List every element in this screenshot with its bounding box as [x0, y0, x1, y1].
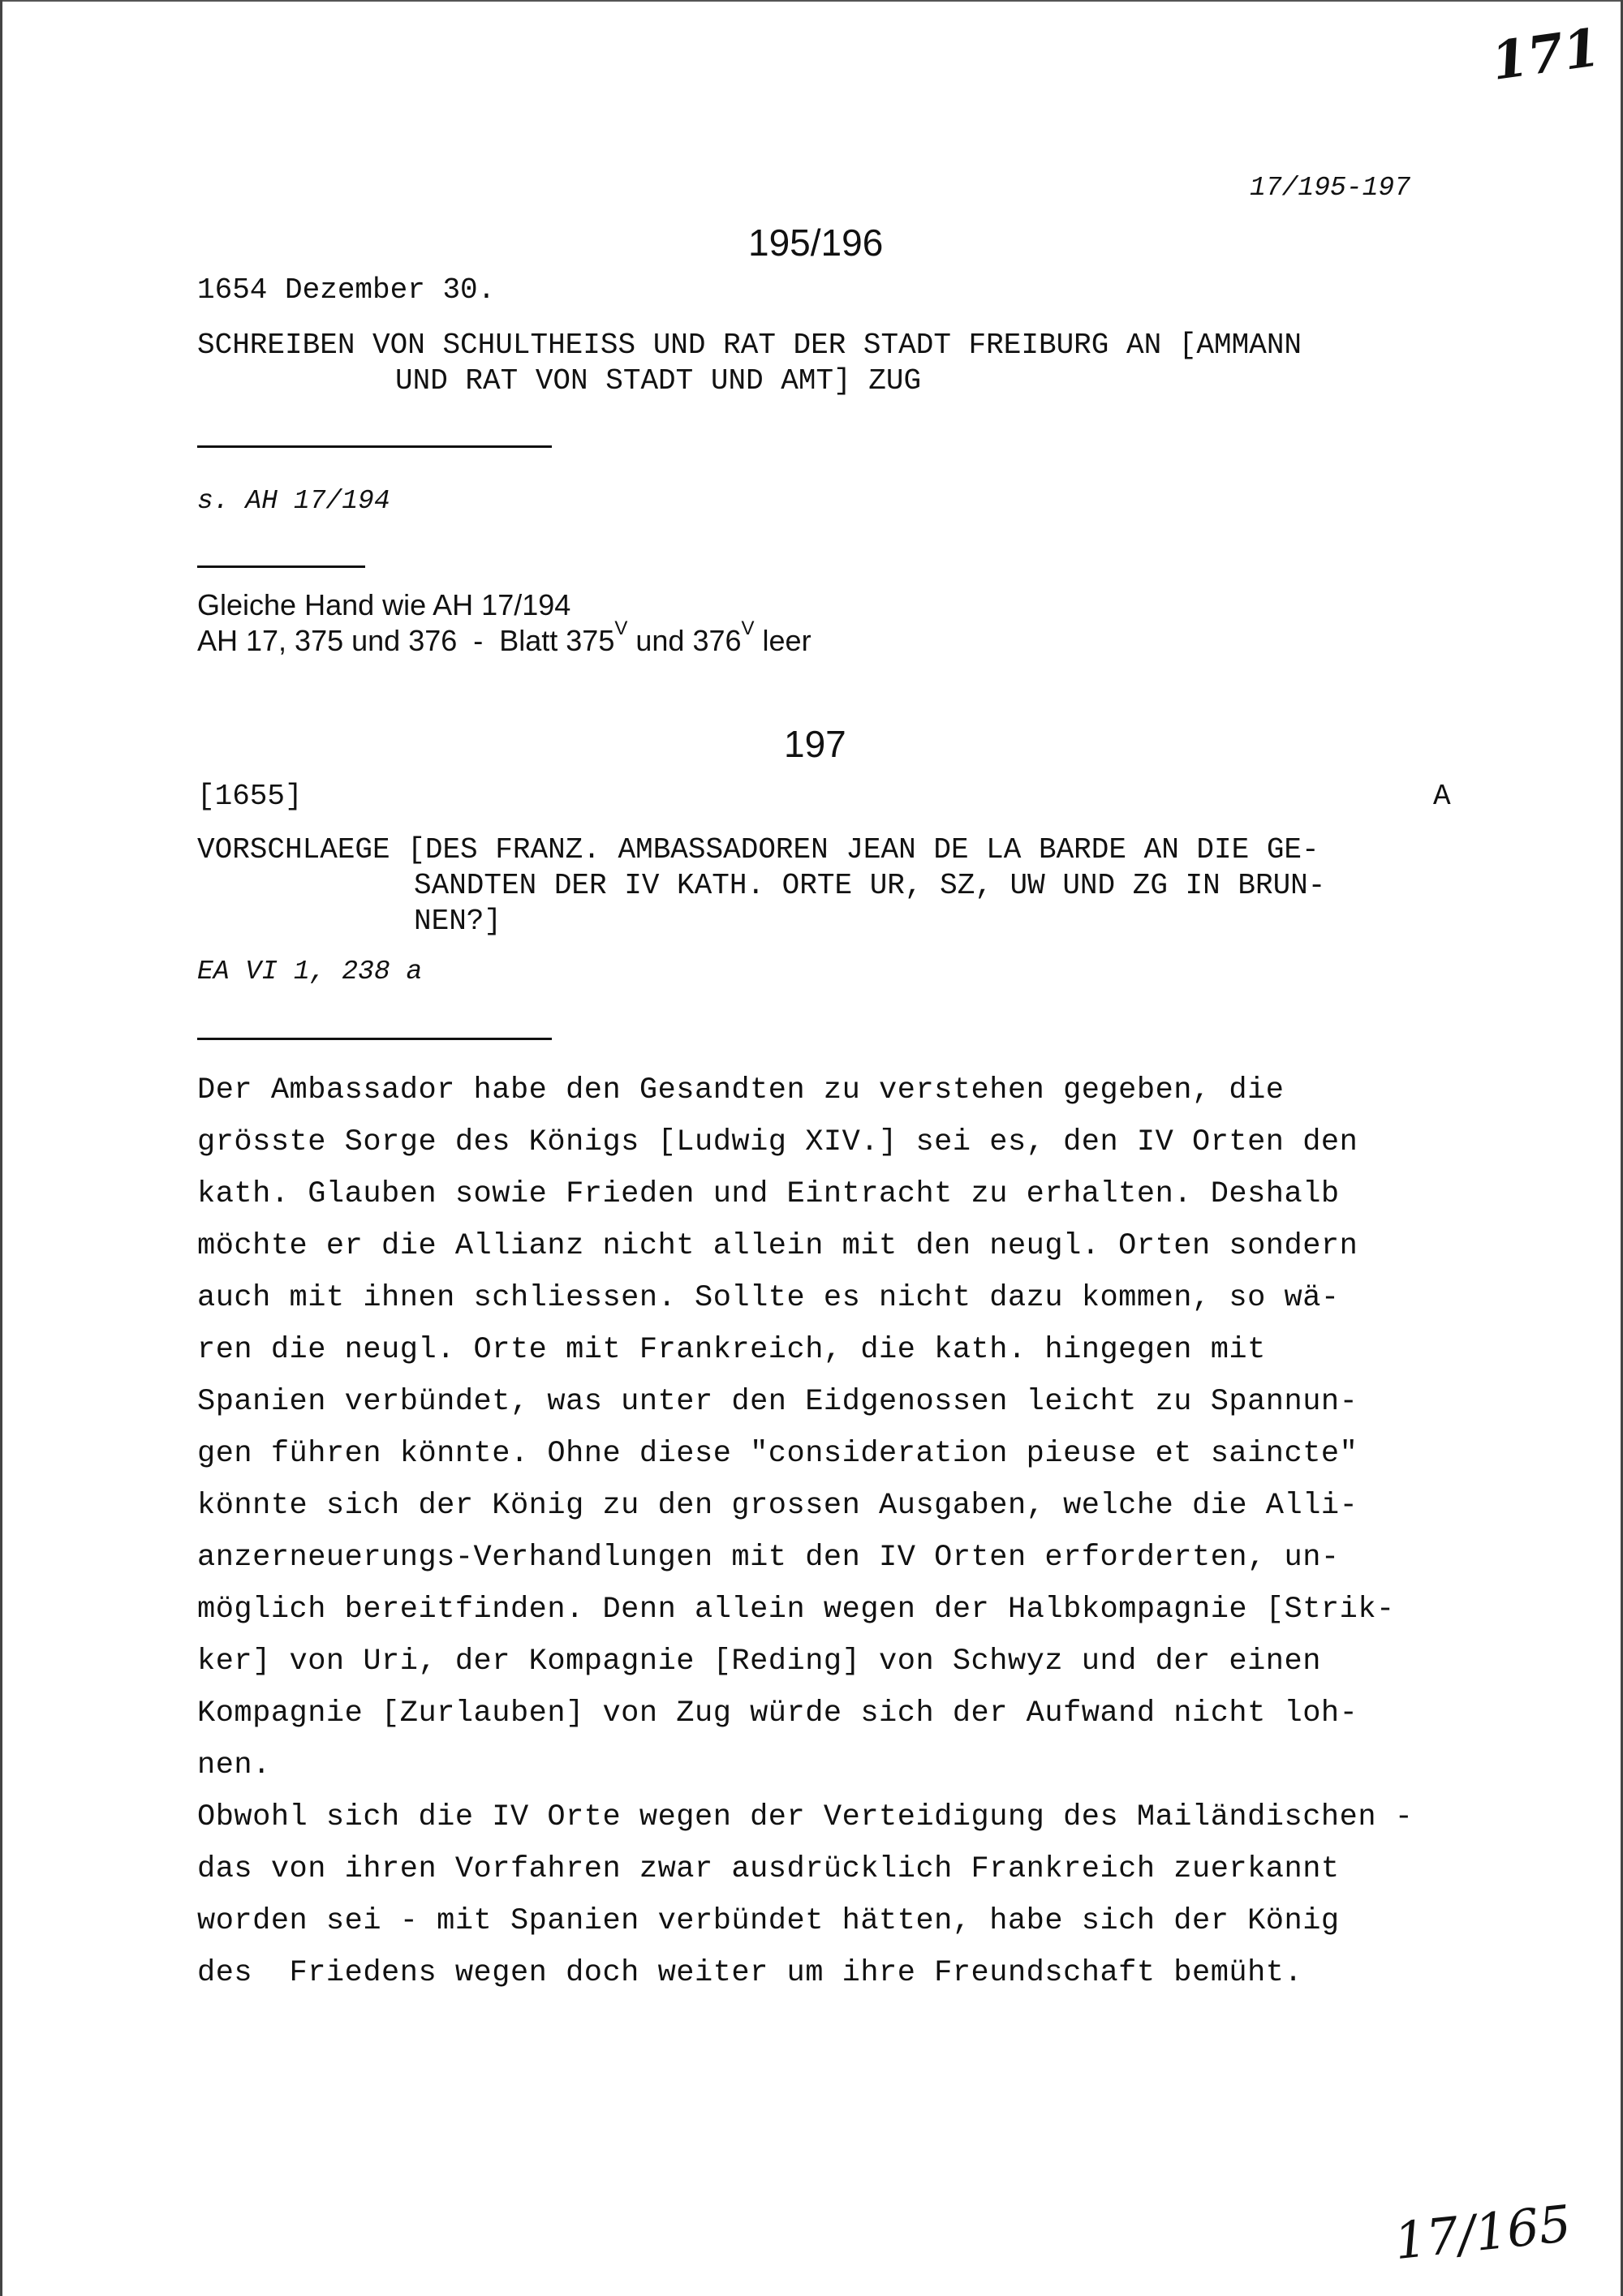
- page-border-top: [0, 0, 1623, 2]
- edition-reference: EA VI 1, 238 a: [197, 957, 423, 987]
- body-line: Spanien verbündet, was unter den Eidgenossen leicht zu Spannun-: [197, 1385, 1358, 1419]
- superscript-verso: V: [614, 617, 628, 639]
- page-border-left: [0, 0, 2, 2296]
- handwritten-folio-bottom: 17/165: [1391, 2193, 1574, 2272]
- body-line: Obwohl sich die IV Orte wegen der Verteidigung des Mailändischen -: [197, 1800, 1414, 1834]
- document-title-line-3: NEN?]: [414, 905, 502, 938]
- document-title-line-2: UND RAT VON STADT UND AMT] ZUG: [395, 364, 922, 398]
- body-line: möglich bereitfinden. Denn allein wegen der Halbkompagnie [Strik-: [197, 1593, 1395, 1627]
- source-line-part-1: AH 17, 375 und 376 - Blatt 375: [197, 624, 615, 657]
- handwritten-folio-top: 171: [1487, 17, 1604, 92]
- body-line: ker] von Uri, der Kompagnie [Reding] von Schwyz und der einen: [197, 1645, 1321, 1679]
- body-line: worden sei - mit Spanien verbündet hätten, habe sich der König: [197, 1904, 1340, 1938]
- body-line: könnte sich der König zu den grossen Ausgaben, welche die Alli-: [197, 1489, 1358, 1523]
- body-line: Der Ambassador habe den Gesandten zu verstehen gegeben, die: [197, 1073, 1285, 1107]
- body-line: nen.: [197, 1748, 271, 1782]
- document-title-line-1: VORSCHLAEGE [DES FRANZ. AMBASSADOREN JEAN DE LA BARDE AN DIE GE-: [197, 833, 1319, 866]
- separator-rule: [197, 1038, 552, 1040]
- archive-reference: 17/195-197: [1250, 173, 1411, 203]
- separator-rule: [197, 445, 552, 448]
- document-date: [1655]: [197, 780, 303, 813]
- body-line: das von ihren Vorfahren zwar ausdrücklich Frankreich zuerkannt: [197, 1852, 1340, 1886]
- separator-rule-short: [197, 565, 365, 568]
- body-line: auch mit ihnen schliessen. Sollte es nicht dazu kommen, so wä-: [197, 1281, 1340, 1315]
- body-line: möchte er die Allianz nicht allein mit den neugl. Orten sondern: [197, 1229, 1358, 1263]
- see-reference: s. AH 17/194: [197, 486, 390, 516]
- body-line: gen führen könnte. Ohne diese "consideration pieuse et saincte": [197, 1437, 1358, 1471]
- document-title-line-2: SANDTEN DER IV KATH. ORTE UR, SZ, UW UND ZG IN BRUN-: [414, 869, 1326, 902]
- source-line: [197, 617, 812, 663]
- document-number-195-196: 195/196: [748, 221, 884, 264]
- document-number-197: 197: [784, 723, 846, 765]
- superscript-verso: V: [741, 617, 755, 639]
- hand-note: Gleiche Hand wie AH 17/194: [197, 588, 571, 621]
- source-line-part-2: und 376: [627, 624, 742, 657]
- source-line-part-3: leer: [754, 624, 812, 657]
- body-line: des Friedens wegen doch weiter um ihre Freundschaft bemüht.: [197, 1956, 1303, 1990]
- document-letter: A: [1433, 780, 1451, 813]
- body-line: ren die neugl. Orte mit Frankreich, die kath. hingegen mit: [197, 1333, 1266, 1367]
- document-date: 1654 Dezember 30.: [197, 273, 496, 307]
- document-title-line-1: SCHREIBEN VON SCHULTHEISS UND RAT DER STADT FREIBURG AN [AMMANN: [197, 329, 1302, 362]
- body-line: Kompagnie [Zurlauben] von Zug würde sich der Aufwand nicht loh-: [197, 1696, 1358, 1731]
- body-line: anzerneuerungs-Verhandlungen mit den IV Orten erforderten, un-: [197, 1541, 1340, 1575]
- body-line: kath. Glauben sowie Frieden und Eintracht zu erhalten. Deshalb: [197, 1177, 1340, 1211]
- body-line: grösste Sorge des Königs [Ludwig XIV.] sei es, den IV Orten den: [197, 1125, 1358, 1159]
